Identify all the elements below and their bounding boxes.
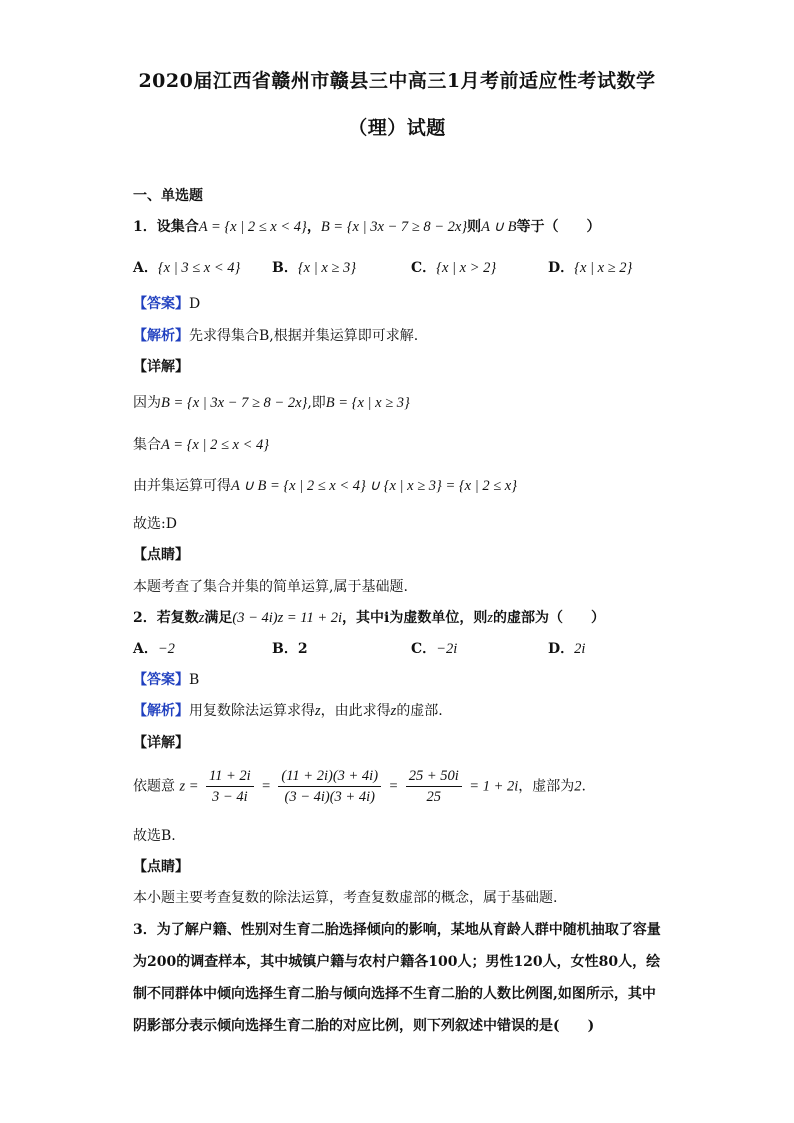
q1-detail-line2 — [133, 435, 269, 455]
detail-math: B = {x | x ≥ 3} — [325, 395, 410, 411]
detail-math: B = {x | 3x − 7 ≥ 8 − 2x} — [161, 395, 308, 411]
q2-comment: 本小题主要考查复数的除法运算，考查复数虚部的概念，属于基础题. — [133, 890, 558, 906]
calc-text: . — [581, 778, 586, 795]
q1-detail-line3 — [133, 476, 517, 496]
q1-detail-line1 — [133, 393, 410, 413]
calc-result: = 1 + 2i — [469, 778, 519, 795]
detail-text: ,即 — [307, 395, 326, 411]
q1-option-a-label: A． — [133, 260, 158, 276]
q1-option-d — [548, 258, 632, 278]
equals-sign: = — [261, 778, 271, 795]
fraction-denominator: 25 — [426, 789, 442, 805]
q1-detail-tag: 【详解】 — [133, 359, 189, 375]
section-heading: 一、单选题 — [133, 188, 203, 204]
q1-option-b-text: {x | x ≥ 3} — [297, 260, 357, 276]
q2-option-a-label: A． — [133, 641, 158, 657]
q1-option-b-label: B． — [272, 260, 298, 276]
q1-choose: 故选:D — [133, 516, 177, 532]
analysis-z: z — [315, 703, 321, 719]
q1-option-c — [411, 258, 496, 278]
analysis-tag: 【解析】 — [133, 703, 189, 719]
q2-stem-text: 满足 — [204, 610, 233, 626]
analysis-tag: 【解析】 — [133, 328, 189, 344]
q2-stem-text: 的虚部为（ ） — [493, 610, 606, 626]
q2-option-b — [272, 639, 308, 659]
q1-comment: 本题考查了集合并集的简单运算,属于基础题. — [133, 579, 408, 595]
q1-analysis — [133, 326, 418, 346]
q2-option-d-label: D． — [548, 641, 575, 657]
q1-option-d-label: D． — [548, 260, 575, 276]
q3-stem-line2: 为200的调查样本，其中城镇户籍与农村户籍各100人；男性120人，女性80人，绘 — [133, 954, 661, 970]
detail-math: A ∪ B = {x | 2 ≤ x < 4} ∪ {x | x ≥ 3} = {x | 2 ≤ x} — [231, 478, 518, 494]
q2-option-a-text: −2 — [157, 641, 175, 657]
exam-title-line1: 2020届江西省赣州市赣县三中高三1月考前适应性考试数学 — [138, 70, 656, 92]
q1-option-a — [133, 258, 240, 278]
q1-set-b: B = {x | 3x − 7 ≥ 8 − 2x} — [320, 219, 468, 235]
fraction-denominator: 3 − 4i — [212, 789, 248, 805]
answer-tag: 【答案】 — [133, 672, 189, 688]
analysis-text: 用复数除法运算求得 — [189, 703, 315, 719]
q1-answer — [133, 294, 200, 314]
q2-z: z — [487, 610, 494, 626]
fraction-2 — [278, 766, 381, 807]
q2-z: z — [198, 610, 205, 626]
q2-equation: (3 − 4i)z = 11 + 2i — [232, 610, 343, 626]
calc-z: z = — [179, 778, 199, 795]
q1-option-d-text: {x | x ≥ 2} — [574, 260, 633, 276]
q2-stem-text: 若复数 — [156, 610, 199, 626]
answer-value: B — [189, 672, 200, 688]
q1-union: A ∪ B — [481, 219, 517, 235]
calc-text: 依题意 — [133, 778, 175, 795]
calc-text: ，虚部为 — [518, 778, 575, 795]
q1-option-c-text: {x | x > 2} — [436, 260, 497, 276]
fraction-numerator: 11 + 2i — [206, 766, 254, 787]
q2-option-b-label: B． — [272, 641, 298, 657]
q2-option-d — [548, 639, 585, 659]
q1-sep: ， — [306, 219, 321, 235]
q1-stem — [133, 217, 600, 237]
fraction-denominator: (3 − 4i)(3 + 4i) — [284, 789, 375, 805]
q2-calculation — [133, 766, 586, 807]
q2-stem — [133, 608, 605, 628]
fraction-numerator: 25 + 50i — [406, 766, 462, 787]
exam-title-line2: （理）试题 — [348, 117, 446, 139]
analysis-text: 先求得集合B,根据并集运算即可求解. — [189, 328, 419, 344]
q2-comment-tag: 【点睛】 — [133, 859, 189, 875]
q2-option-c-label: C． — [411, 641, 437, 657]
answer-tag: 【答案】 — [133, 296, 189, 312]
q1-option-a-text: {x | 3 ≤ x < 4} — [157, 260, 241, 276]
q2-option-a — [133, 639, 175, 659]
q1-stem-text-b: 则 — [467, 219, 482, 235]
q3-stem-line3: 制不同群体中倾向选择生育二胎与倾向选择不生育二胎的人数比例图,如图所示，其中 — [133, 986, 656, 1002]
q1-option-c-label: C． — [411, 260, 437, 276]
answer-value: D — [189, 296, 201, 312]
fraction-3 — [406, 766, 462, 807]
q2-choose: 故选B. — [133, 828, 176, 844]
detail-math: A = {x | 2 ≤ x < 4} — [161, 437, 270, 453]
q1-stem-text-c: 等于（ ） — [516, 219, 601, 235]
q1-comment-tag: 【点睛】 — [133, 547, 189, 563]
q2-option-c — [411, 639, 457, 659]
q2-answer — [133, 670, 199, 690]
q2-option-b-text: 2 — [297, 641, 308, 657]
q2-option-c-text: −2i — [436, 641, 458, 657]
analysis-text: 的虚部. — [396, 703, 443, 719]
calc-value: 2 — [574, 778, 582, 795]
q2-option-d-text: 2i — [574, 641, 586, 657]
fraction-1 — [206, 766, 254, 807]
fraction-numerator: (11 + 2i)(3 + 4i) — [278, 766, 381, 787]
q3-stem-line1: 3．为了解户籍、性别对生育二胎选择倾向的影响，某地从育龄人群中随机抽取了容量 — [133, 922, 661, 938]
q2-detail-tag: 【详解】 — [133, 735, 189, 751]
detail-text: 因为 — [133, 395, 161, 411]
q1-set-a: A = {x | 2 ≤ x < 4} — [198, 219, 307, 235]
q1-number: 1． — [133, 219, 157, 235]
q1-option-b — [272, 258, 356, 278]
analysis-text: ，由此求得 — [320, 703, 391, 719]
q2-stem-text: ，其中i为虚数单位，则 — [342, 610, 488, 626]
analysis-z: z — [390, 703, 397, 719]
q2-number: 2． — [133, 610, 157, 626]
q3-stem-line4: 阴影部分表示倾向选择生育二胎的对应比例，则下列叙述中错误的是( ) — [133, 1018, 595, 1034]
detail-text: 由并集运算可得 — [133, 478, 231, 494]
equals-sign: = — [388, 778, 399, 795]
q2-analysis — [133, 701, 443, 721]
detail-text: 集合 — [133, 437, 161, 453]
q1-stem-text-a: 设集合 — [156, 219, 199, 235]
